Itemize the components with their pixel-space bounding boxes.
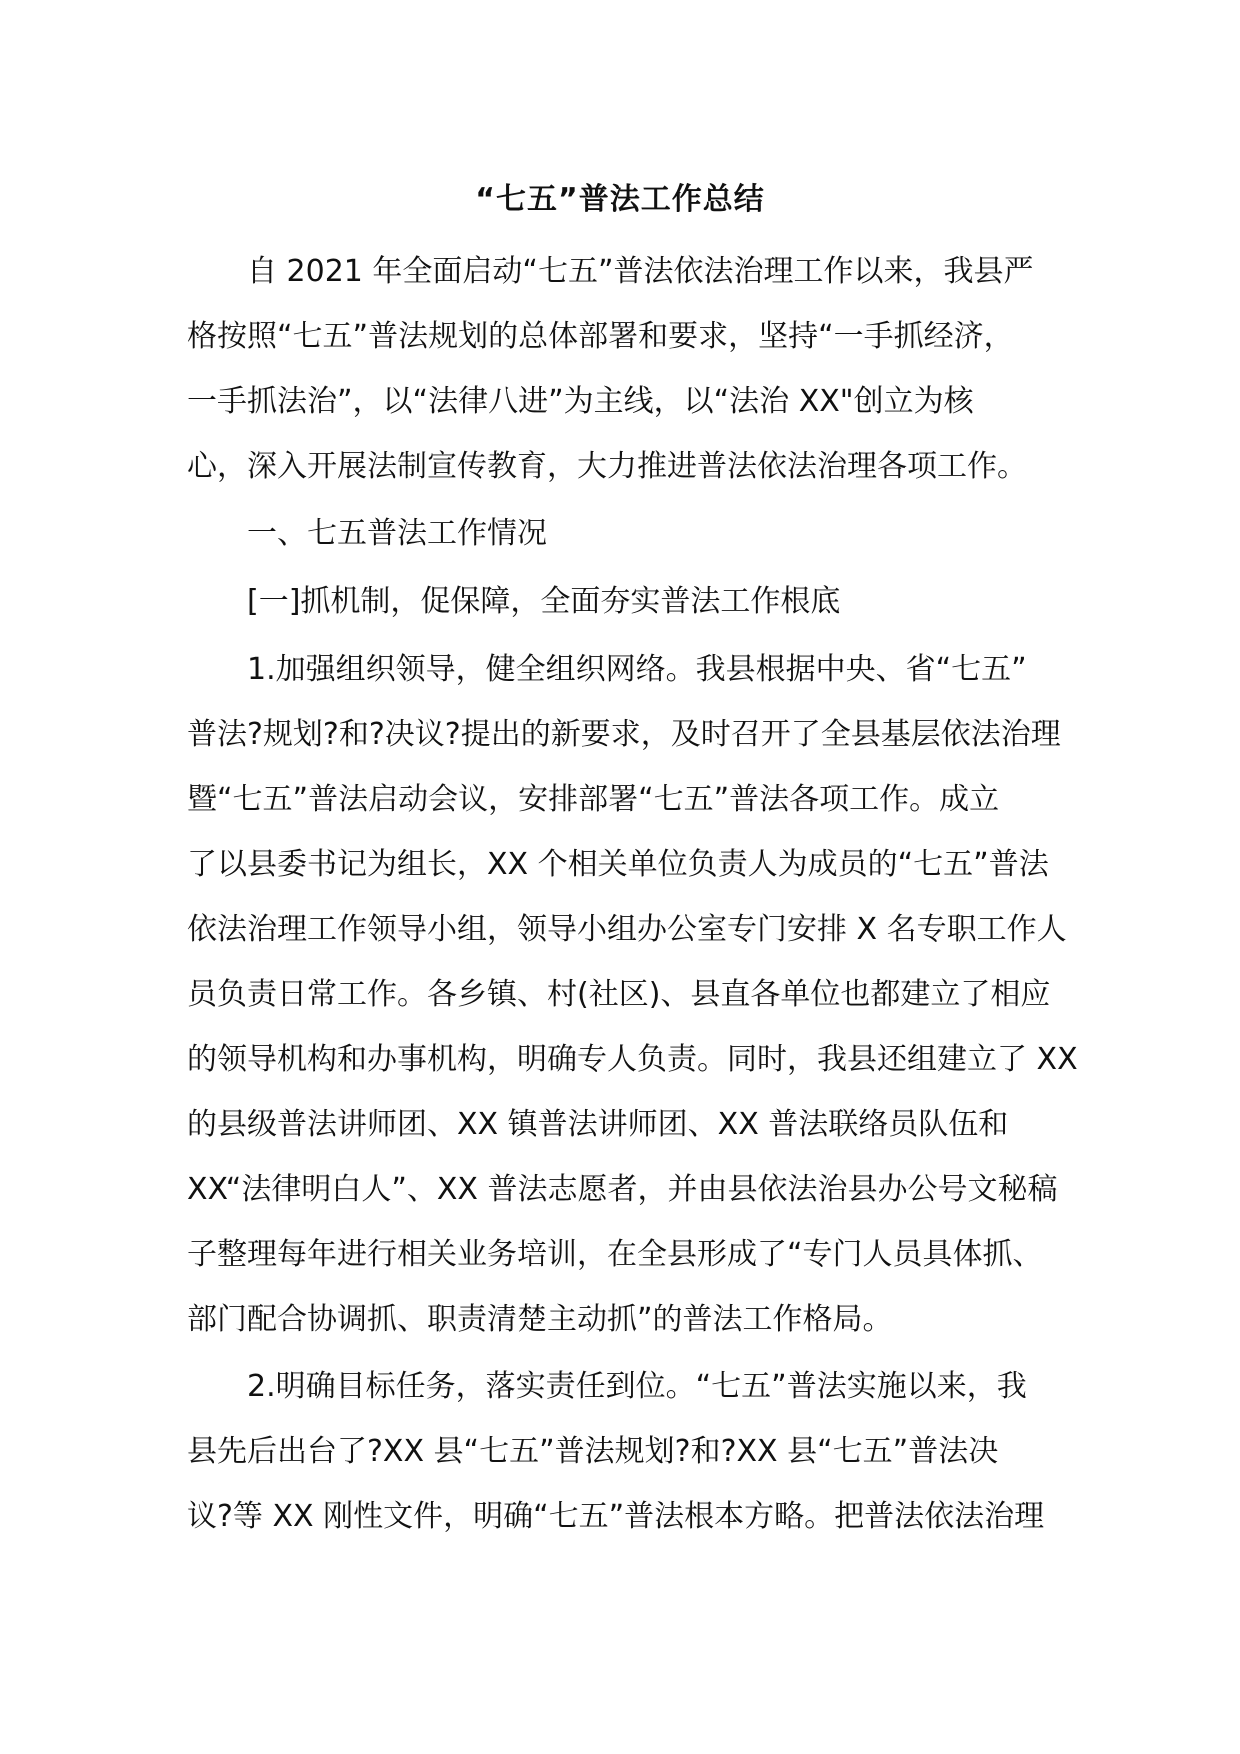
text-line: 部门配合协调抓、职责清楚主动抓”的普法工作格局。 — [187, 1302, 893, 1337]
text-line: 格按照“七五”普法规划的总体部署和要求，坚持“一手抓经济， — [187, 319, 1014, 354]
text-line: 的领导机构和办事机构，明确专人负责。同时，我县还组建立了 XX — [187, 1042, 1078, 1077]
text-line: 了以县委书记为组长，XX 个相关单位负责人为成员的“七五”普法 — [187, 847, 1049, 882]
text-line: 暨“七五”普法启动会议，安排部署“七五”普法各项工作。成立 — [187, 782, 1000, 817]
text-line: XX“法律明白人”、XX 普法志愿者，并由县依法治县办公号文秘稿 — [187, 1172, 1058, 1207]
text-line: 县先后出台了?XX 县“七五”普法规划?和?XX 县“七五”普法决 — [187, 1434, 999, 1469]
section-heading: 一、七五普法工作情况 — [247, 516, 547, 551]
text-line: 心，深入开展法制宣传教育，大力推进普法依法治理各项工作。 — [187, 449, 1027, 484]
text-line: 一手抓法治”，以“法律八进”为主线，以“法治 XX"创立为核 — [187, 384, 974, 419]
text-line: 的县级普法讲师团、XX 镇普法讲师团、XX 普法联络员队伍和 — [187, 1107, 1009, 1142]
text-line: 自 2021 年全面启动“七五”普法依法治理工作以来，我县严 — [247, 254, 1034, 289]
text-line: 子整理每年进行相关业务培训，在全县形成了“专门人员具体抓、 — [187, 1237, 1043, 1272]
text-line: 2.明确目标任务，落实责任到位。“七五”普法实施以来，我 — [247, 1369, 1027, 1404]
document-title: “七五”普法工作总结 — [475, 182, 765, 217]
text-line: 普法?规划?和?决议?提出的新要求，及时召开了全县基层依法治理 — [187, 717, 1061, 752]
text-line: 员负责日常工作。各乡镇、村(社区)、县直各单位也都建立了相应 — [187, 977, 1051, 1012]
text-line: 议?等 XX 刚性文件，明确“七五”普法根本方略。把普法依法治理 — [187, 1499, 1045, 1534]
text-line: 1.加强组织领导，健全组织网络。我县根据中央、省“七五” — [247, 652, 1027, 687]
subsection-heading: [一]抓机制，促保障，全面夯实普法工作根底 — [247, 584, 841, 619]
text-line: 依法治理工作领导小组，领导小组办公室专门安排 X 名专职工作人 — [187, 912, 1067, 947]
